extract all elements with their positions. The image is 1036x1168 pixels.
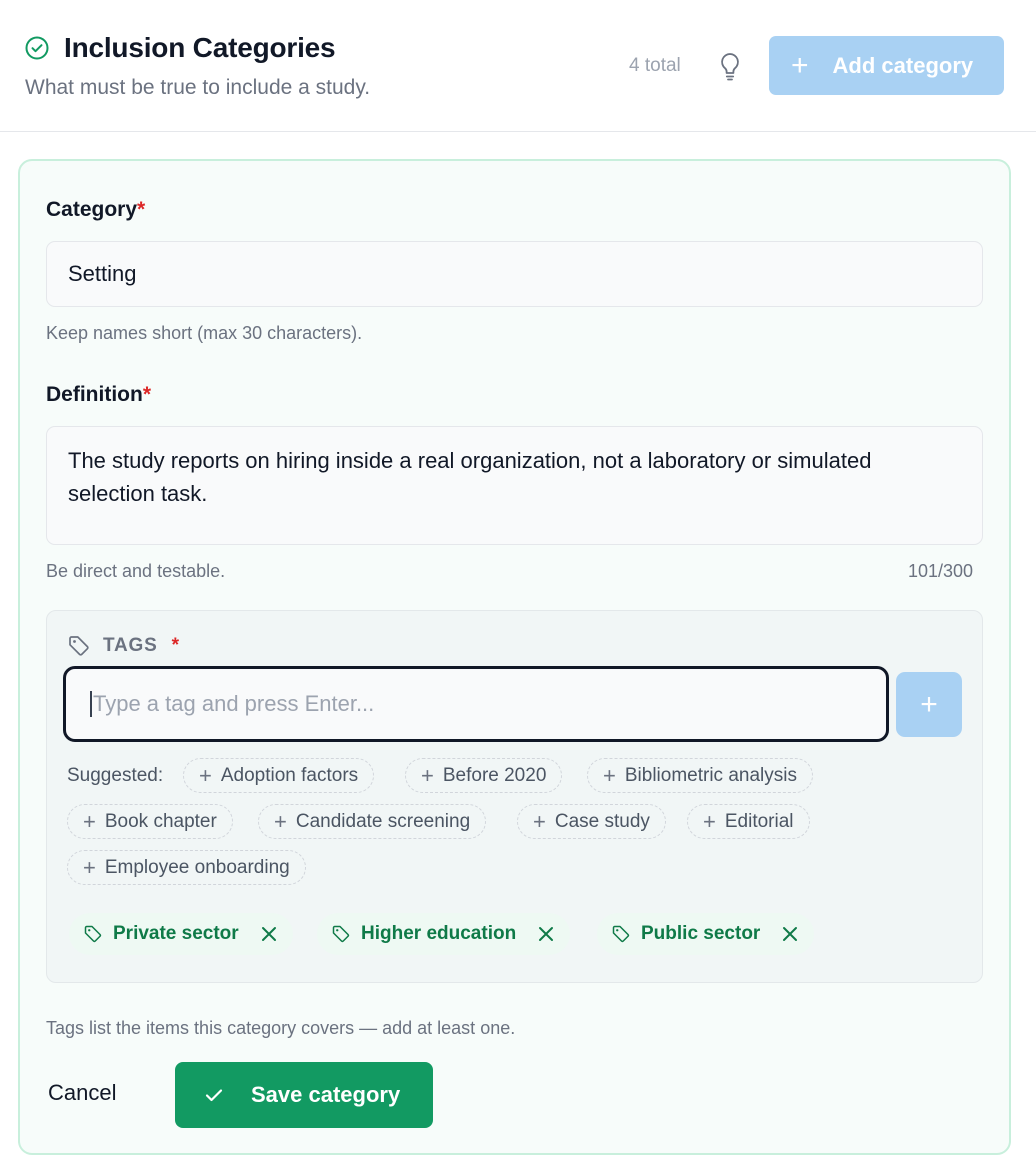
tag-icon	[67, 634, 91, 658]
add-tag-button[interactable]	[896, 672, 962, 737]
plus-icon: +	[199, 762, 212, 788]
page-header	[0, 0, 1036, 132]
page-subtitle: What must be true to include a study.	[25, 76, 371, 99]
add-category-label: Add category	[832, 52, 974, 78]
required-mark: *	[137, 198, 146, 221]
suggested-tag-chip[interactable]: + Candidate screening	[258, 804, 486, 839]
definition-label: Definition*	[46, 383, 152, 406]
plus-icon: +	[83, 854, 96, 880]
plus-icon: +	[421, 762, 434, 788]
save-category-button[interactable]	[175, 1062, 433, 1128]
plus-icon: +	[703, 808, 716, 834]
text-caret	[90, 691, 92, 717]
suggested-tag-chip[interactable]: + Adoption factors	[183, 758, 374, 793]
suggested-tag-chip[interactable]: + Bibliometric analysis	[587, 758, 813, 793]
selected-tag: Public sector	[597, 913, 814, 955]
plus-icon: +	[274, 808, 287, 834]
plus-icon: +	[83, 808, 96, 834]
lightbulb-icon[interactable]	[716, 50, 744, 82]
category-helper: Keep names short (max 30 characters).	[46, 323, 363, 343]
remove-tag-icon[interactable]	[259, 924, 279, 944]
plus-icon: +	[533, 808, 546, 834]
total-count: 4 total	[629, 55, 681, 76]
required-mark: *	[171, 635, 180, 656]
category-input[interactable]: Setting	[46, 241, 983, 307]
tags-footnote: Tags list the items this category covers — add at least one.	[46, 1018, 516, 1038]
selected-tag: Higher education	[317, 913, 570, 955]
tag-input[interactable]	[63, 666, 889, 742]
selected-tag: Private sector	[69, 913, 293, 955]
tags-header	[67, 634, 180, 658]
required-mark: *	[142, 383, 152, 406]
tag-icon	[611, 924, 631, 944]
add-category-button[interactable]	[769, 36, 1004, 95]
category-label: Category*	[46, 198, 146, 221]
category-form-card	[18, 159, 1011, 1155]
suggested-tag-chip[interactable]: + Editorial	[687, 804, 810, 839]
definition-helper: Be direct and testable.	[46, 561, 226, 581]
suggested-tag-chip[interactable]: + Book chapter	[67, 804, 233, 839]
save-category-label: Save category	[251, 1082, 401, 1107]
page-title: Inclusion Categories	[64, 32, 336, 63]
definition-char-count: 101/300	[908, 561, 974, 581]
check-icon	[203, 1084, 225, 1106]
remove-tag-icon[interactable]	[780, 924, 800, 944]
definition-textarea[interactable]: The study reports on hiring inside a real organization, not a laboratory or simulated selection task.	[46, 426, 983, 545]
tags-section	[46, 610, 983, 983]
tags-label: TAGS	[103, 635, 158, 656]
tag-icon	[331, 924, 351, 944]
plus-icon: +	[920, 687, 938, 721]
plus-icon: +	[791, 48, 809, 82]
suggested-label: Suggested:	[67, 765, 164, 786]
title-row	[24, 32, 335, 64]
suggested-tag-chip[interactable]: + Before 2020	[405, 758, 562, 793]
plus-icon: +	[603, 762, 616, 788]
tag-icon	[83, 924, 103, 944]
check-circle-icon	[24, 35, 50, 61]
suggested-tag-chip[interactable]: + Case study	[517, 804, 666, 839]
suggested-tag-chip[interactable]: + Employee onboarding	[67, 850, 306, 885]
tag-input-placeholder: Type a tag and press Enter...	[93, 691, 375, 716]
cancel-button[interactable]: Cancel	[48, 1080, 117, 1105]
remove-tag-icon[interactable]	[536, 924, 556, 944]
